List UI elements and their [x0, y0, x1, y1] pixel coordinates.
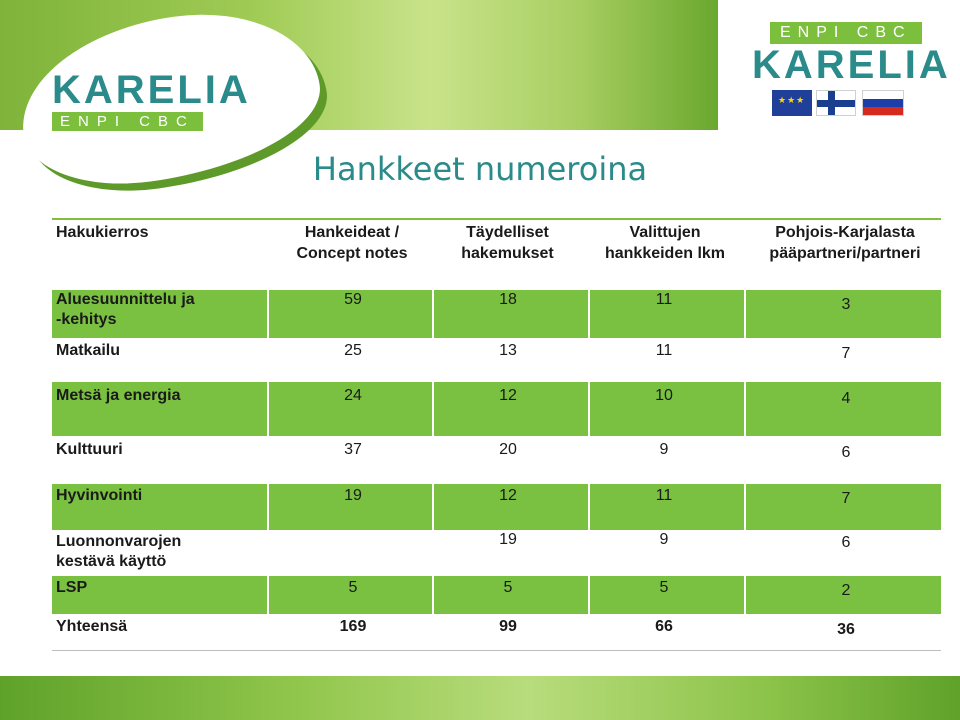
- eu-flag-icon: [772, 90, 812, 116]
- header-hakemukset: Täydelliset hakemukset: [461, 224, 554, 262]
- cell-partneri: 7: [841, 345, 851, 362]
- row-label: Luonnonvarojen kestävä käyttö: [56, 533, 182, 570]
- table-bottom-border: [52, 650, 941, 651]
- russia-flag-icon: [862, 90, 904, 116]
- row-label: Aluesuunnittelu ja -kehitys: [56, 291, 195, 328]
- cell-hakemukset: 20: [499, 441, 517, 458]
- total-concept: 169: [339, 618, 367, 635]
- total-partneri: 36: [837, 621, 855, 638]
- row-label: Kulttuuri: [56, 441, 123, 458]
- cell-concept: 5: [348, 579, 358, 596]
- table-total-row: [52, 614, 941, 650]
- total-valitut: 66: [655, 618, 673, 635]
- page-title: Hankkeet numeroina: [312, 150, 648, 188]
- table-row: [52, 436, 941, 484]
- table-top-border: [52, 218, 941, 220]
- logo-right-word: KARELIA: [752, 43, 951, 87]
- cell-concept: 59: [344, 291, 362, 308]
- total-hakemukset: 99: [499, 618, 517, 635]
- table-row: [52, 530, 941, 576]
- finland-flag-icon: [816, 90, 856, 116]
- header-hakukierros: Hakukierros: [56, 224, 149, 241]
- cell-concept: 24: [344, 387, 362, 404]
- logo-left-word: KARELIA: [52, 68, 251, 112]
- footer-band: [0, 676, 960, 720]
- cell-hakemukset: 13: [499, 342, 517, 359]
- cell-hakemukset: 18: [499, 291, 517, 308]
- header-pohjois-karjalasta: Pohjois-Karjalasta pääpartneri/partneri: [769, 224, 921, 262]
- karelia-logo-right: [750, 22, 950, 86]
- cell-partneri: 3: [841, 296, 851, 313]
- cell-valitut: 10: [655, 387, 673, 404]
- cell-valitut: 11: [655, 342, 673, 359]
- table-row: [52, 290, 941, 338]
- cell-concept: 37: [344, 441, 362, 458]
- cell-valitut: 11: [655, 291, 673, 308]
- cell-valitut: 9: [659, 531, 669, 548]
- karelia-logo-left: [52, 68, 251, 131]
- cell-hakemukset: 5: [503, 579, 513, 596]
- table-row: [52, 484, 941, 530]
- cell-partneri: 4: [841, 390, 851, 407]
- table-row: [52, 576, 941, 614]
- cell-valitut: 5: [659, 579, 669, 596]
- logo-right-sub: ENPI CBC: [770, 22, 922, 44]
- cell-hakemukset: 19: [499, 531, 517, 548]
- total-label: Yhteensä: [56, 618, 128, 635]
- cell-concept: 19: [344, 487, 362, 504]
- cell-valitut: 9: [659, 441, 669, 458]
- cell-partneri: 6: [841, 444, 851, 461]
- table-row: [52, 382, 941, 436]
- row-label: Hyvinvointi: [56, 487, 143, 504]
- header-valittujen: Valittujen hankkeiden lkm: [604, 224, 726, 262]
- cell-concept: 25: [344, 342, 362, 359]
- cell-hakemukset: 12: [499, 387, 517, 404]
- header-concept-notes: Hankeideat / Concept notes: [296, 224, 408, 262]
- cell-partneri: 6: [841, 534, 851, 551]
- table-row: [52, 338, 941, 382]
- row-label: Matkailu: [56, 342, 121, 359]
- row-label: Metsä ja energia: [56, 387, 181, 404]
- cell-partneri: 7: [841, 490, 851, 507]
- cell-valitut: 11: [655, 487, 673, 504]
- logo-left-sub: ENPI CBC: [52, 112, 203, 131]
- row-label: LSP: [56, 579, 88, 596]
- cell-hakemukset: 12: [499, 487, 517, 504]
- cell-partneri: 2: [841, 582, 851, 599]
